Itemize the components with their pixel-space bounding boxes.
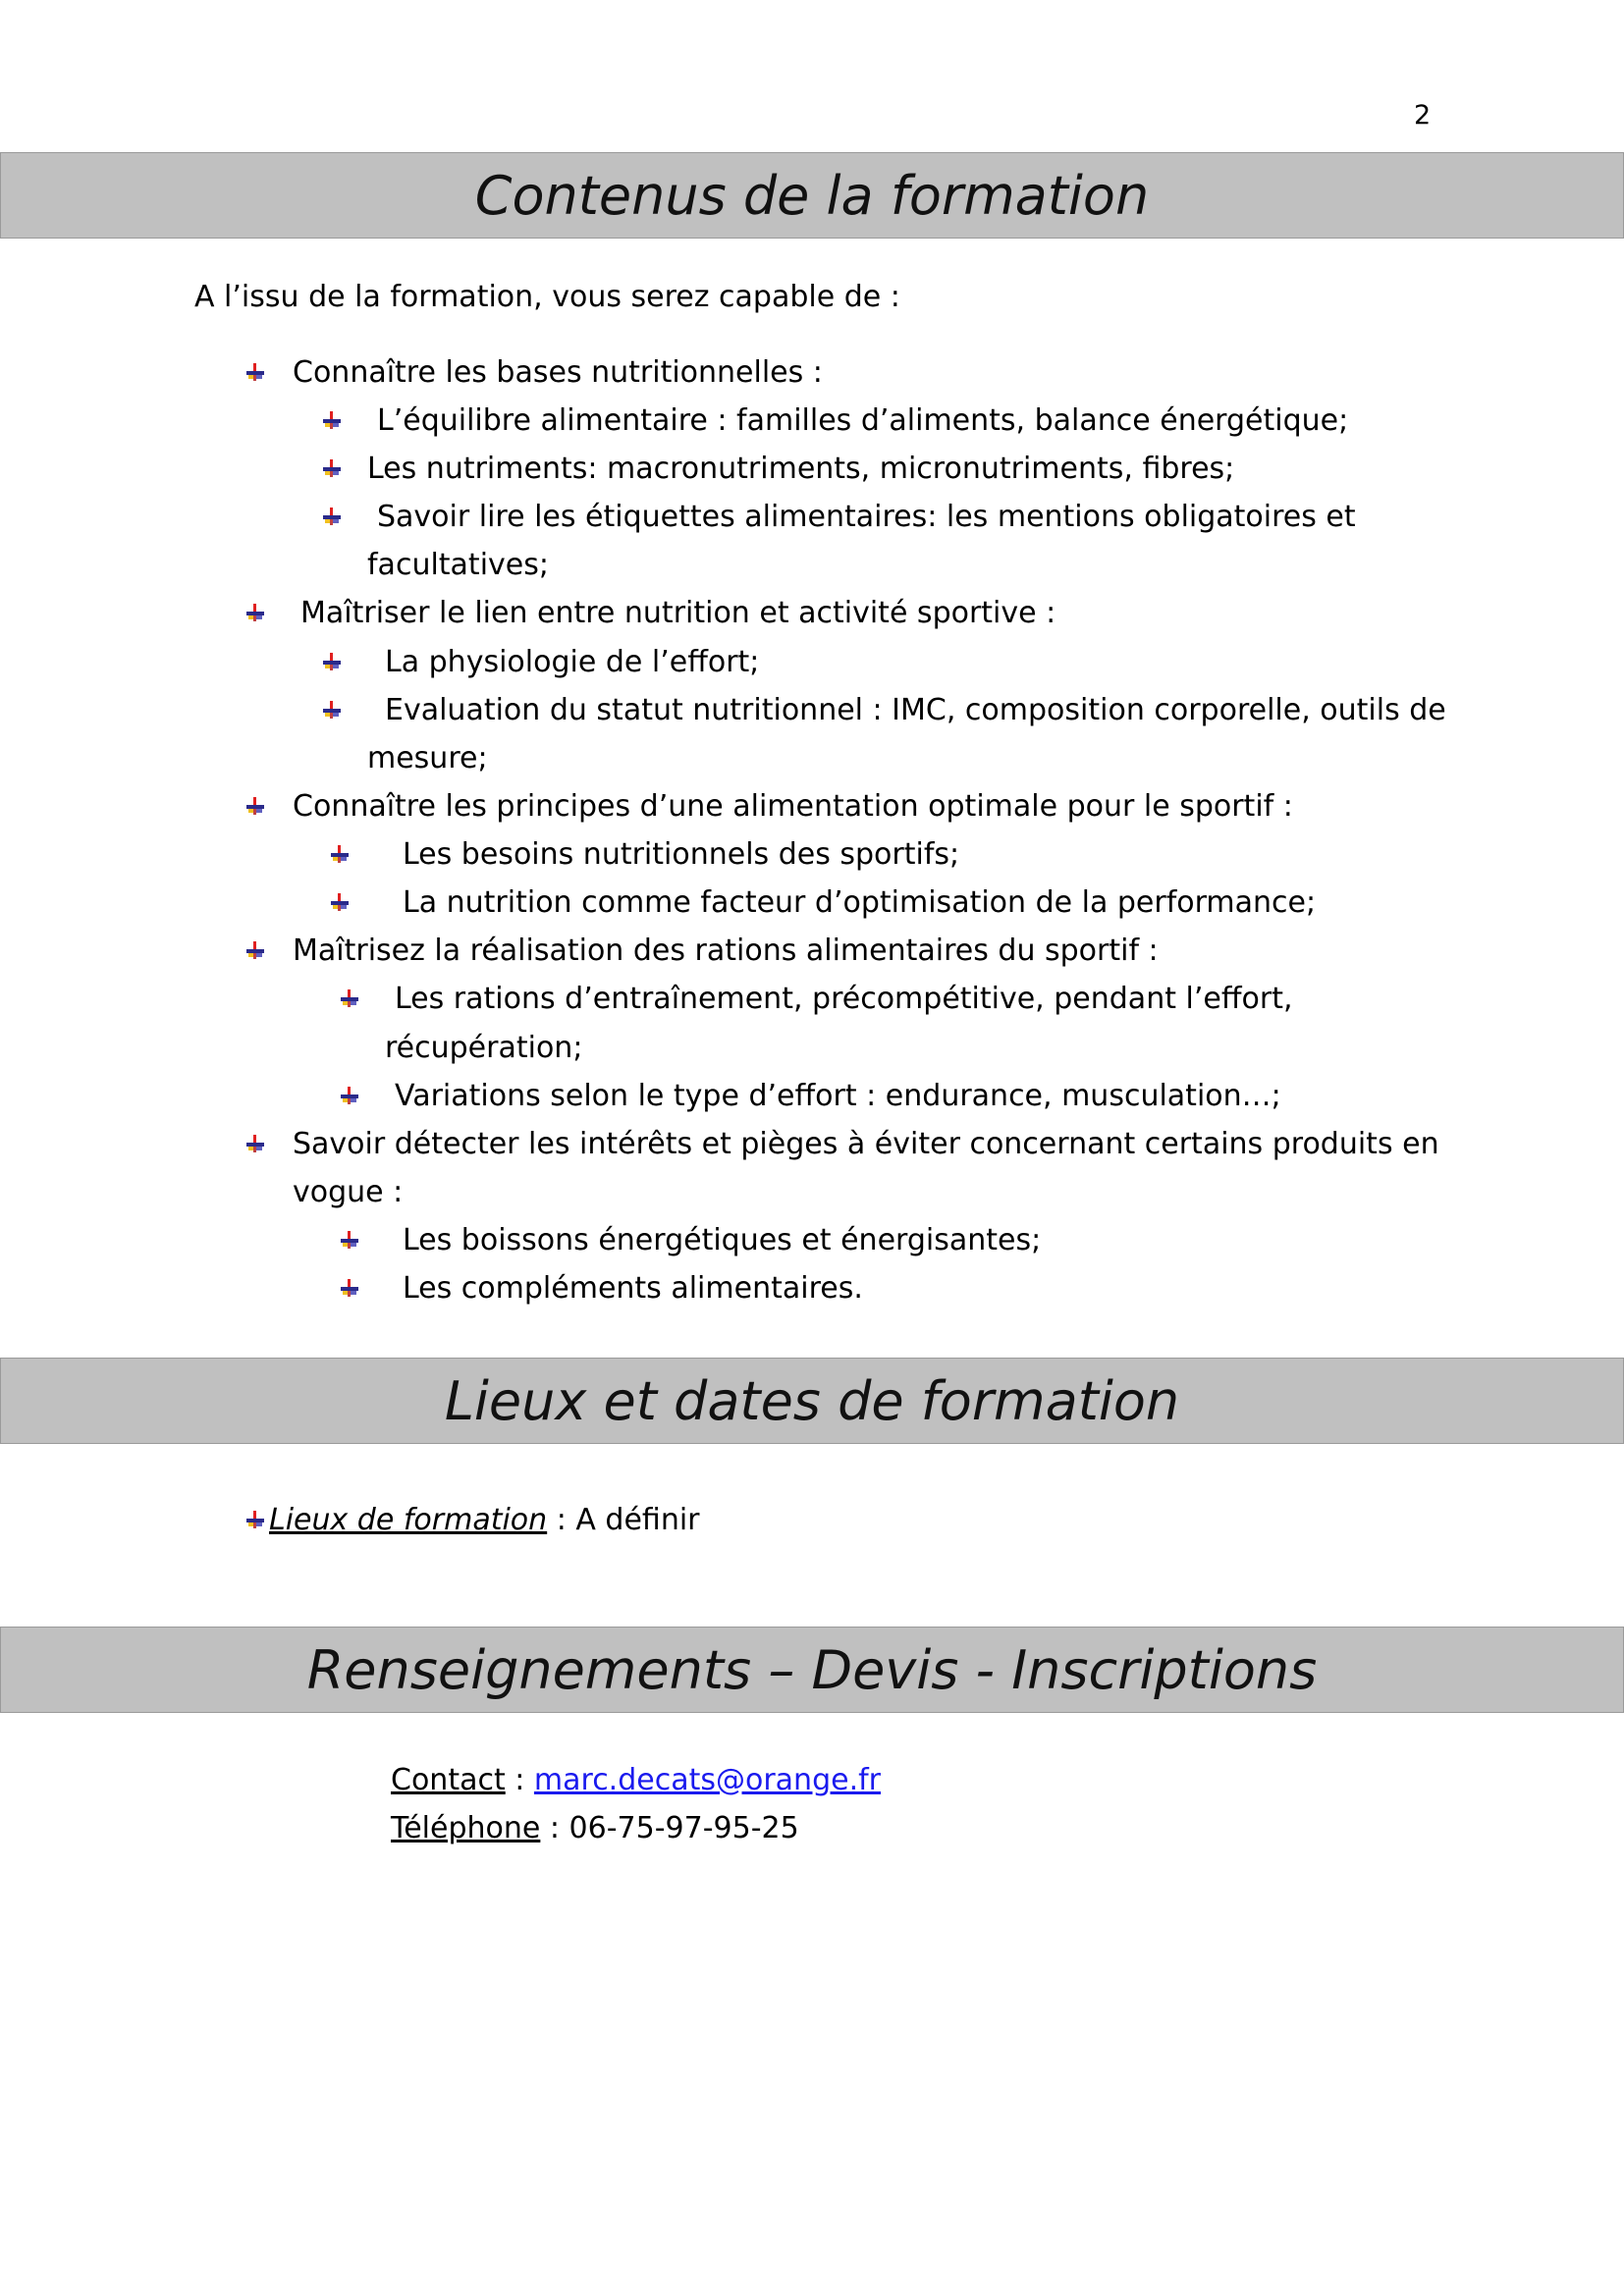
list-item: Evaluation du statut nutritionnel : IMC, composition corporelle, outils de	[385, 693, 1446, 727]
phone-line	[391, 1804, 799, 1852]
contact-separator: :	[505, 1763, 534, 1797]
pin-bullet-icon	[245, 796, 265, 816]
pin-bullet-icon	[245, 603, 265, 622]
pin-bullet-icon	[340, 1230, 359, 1250]
list-item: Maîtrisez la réalisation des rations alimentaires du sportif :	[293, 934, 1159, 968]
contact-line	[391, 1756, 881, 1804]
pin-bullet-icon	[245, 940, 265, 960]
contact-label: Contact	[391, 1763, 506, 1797]
page-number: 2	[1414, 100, 1432, 131]
list-item: Les rations d’entraînement, précompétitive, pendant l’effort,	[395, 982, 1293, 1016]
lieux-label: Lieux de formation	[269, 1503, 548, 1537]
list-item: Variations selon le type d’effort : endurance, musculation…;	[395, 1079, 1281, 1113]
list-item: La nutrition comme facteur d’optimisation de la performance;	[403, 885, 1317, 920]
pin-bullet-icon	[322, 458, 342, 478]
list-item-continuation: vogue :	[293, 1175, 404, 1209]
pin-bullet-icon	[245, 1510, 265, 1529]
lieux-line	[269, 1496, 700, 1544]
list-item-continuation: mesure;	[367, 741, 488, 775]
pin-bullet-icon	[340, 1086, 359, 1105]
section-title-lieux: Lieux et dates de formation	[0, 1358, 1624, 1444]
list-item-continuation: récupération;	[385, 1031, 583, 1065]
list-item: Les compléments alimentaires.	[403, 1271, 863, 1306]
lieux-value: A définir	[575, 1503, 700, 1537]
pin-bullet-icon	[322, 700, 342, 720]
pin-bullet-icon	[330, 892, 350, 912]
list-item: Connaître les bases nutritionnelles :	[293, 355, 823, 390]
list-item: Les nutriments: macronutriments, micronutriments, fibres;	[367, 452, 1235, 486]
list-item: Les boissons énergétiques et énergisantes;	[403, 1223, 1042, 1257]
list-item: Connaître les principes d’une alimentation optimale pour le sportif :	[293, 789, 1293, 824]
pin-bullet-icon	[330, 844, 350, 864]
contact-email-link[interactable]: marc.decats@orange.fr	[533, 1763, 882, 1797]
phone-label: Téléphone	[391, 1811, 541, 1845]
list-item-continuation: facultatives;	[367, 548, 549, 582]
pin-bullet-icon	[340, 1278, 359, 1298]
pin-bullet-icon	[322, 652, 342, 671]
list-item: Maîtriser le lien entre nutrition et activité sportive :	[300, 596, 1056, 630]
list-item: Savoir lire les étiquettes alimentaires: les mentions obligatoires et	[377, 500, 1356, 534]
lieux-separator: :	[547, 1503, 576, 1537]
pin-bullet-icon	[322, 507, 342, 526]
list-item: L’équilibre alimentaire : familles d’aliments, balance énergétique;	[377, 403, 1349, 438]
list-item: Les besoins nutritionnels des sportifs;	[403, 837, 960, 872]
pin-bullet-icon	[245, 362, 265, 382]
list-item: La physiologie de l’effort;	[385, 645, 760, 679]
intro-text: A l’issu de la formation, vous serez capable de :	[194, 280, 900, 314]
list-item: Savoir détecter les intérêts et pièges à éviter concernant certains produits en	[293, 1127, 1439, 1161]
pin-bullet-icon	[322, 410, 342, 430]
phone-separator: :	[540, 1811, 569, 1845]
phone-number: 06-75-97-95-25	[568, 1811, 799, 1845]
section-title-contenus: Contenus de la formation	[0, 152, 1624, 239]
pin-bullet-icon	[340, 988, 359, 1008]
pin-bullet-icon	[245, 1134, 265, 1153]
section-title-renseignements: Renseignements – Devis - Inscriptions	[0, 1627, 1624, 1713]
